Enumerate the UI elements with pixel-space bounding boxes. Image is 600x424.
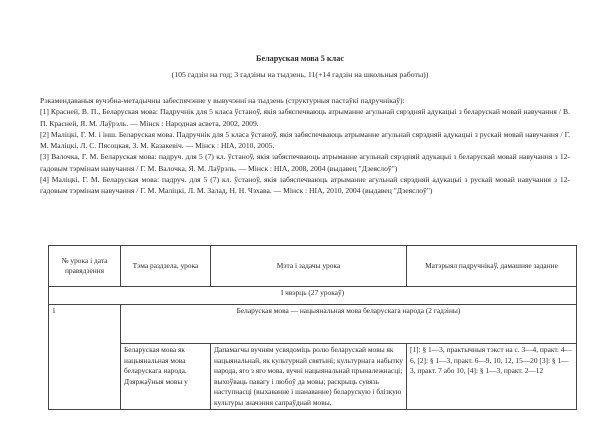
header-topic: Тэма раздзела, урока [121, 246, 211, 287]
document-subtitle: (105 гадзін на год; 3 гадзіны на тыдзень, 11(+14 гадзін на школьныя работы)) [171, 70, 429, 79]
lesson-goals: Дапамагчы вучням усвядоміць ролю беларускай мовы як нацыянальнай, як культурнай святыні; культурнага набытку народа, яго з яго мова, вучні нацыянальнай прыналежнасці; выхоўваць павагу і любоў да мовы; раскрыць сувязь наступнасці (выхаванне і шанаванне) беларускую і блізкую культуры значэння сапраўднай мовы, [211, 344, 407, 410]
lesson-plan-table [48, 245, 577, 410]
reference-item: [4] Маліцкі, Г. М. Беларуская мова: падруч. для 5 (7) кл. ўстаноў, якія забяспечваюць атрыманне агульнай сярэдняй адукацыі з рускай мовай навучання з 12-гадовым тэрмінам навучання / Г. М. Маліцкі, Л. М. Залад, Н. Н. Чэхава. — Мінск : НІА, 2010, 2004 (выдавец "Дзеяслоў") [40, 175, 570, 196]
reference-item: [2] Маліцкі, Г. М. і інш. Беларуская мова. Падручнік для 5 класа ўстаноў, якія забяспечваюць атрыманне агульнай сярэдняй адукацыі з рускай мовай навучання / Г. М. Маліцкі, Л. С. Пясоцкая, З. М. Казакевіч. — Мінск : НІА, 2010, 2005. [40, 129, 570, 151]
section-title: І чвэрць (27 урокаў) [49, 287, 577, 305]
header-goals: Мэта і задачы урока [211, 246, 407, 287]
header-lesson-number: № урока і дата правядзення [49, 246, 121, 287]
section-row [49, 287, 577, 305]
header-materials: Матэрыял падручнікаў, дамашняе заданне [407, 246, 577, 287]
table-row [49, 344, 577, 410]
lesson-materials: [1]: § 1—3, практычныя тэкст на с. 3—4, практ. 4—6, [2]: § 1—3, практ. 6—9, 10, 12, 15—20 [3]: § 1—3, практ. 7 або 10, [4]: § 1—3, практ. 2—12 [407, 344, 577, 410]
lesson-number: 1 [49, 305, 121, 410]
table-row [49, 305, 577, 344]
table-header-row [49, 246, 577, 287]
reference-item: [3] Валочка, Г. М. Беларуская мова: падруч. для 5 (7) кл. ўстаноў, якія забяспечваюць атрыманне агульнай сярэдняй адукацыі з беларускай мовай навучання з 12-гадовым тэрмінам навучання / Г. М. Валочка, Я. М. Лаўрэль. — Мінск : НІА, 2008, 2004 (выдавец "Дзеяслоў") [40, 152, 570, 173]
document-title: Беларуская мова 5 клас [256, 54, 344, 63]
references-intro: Рэкамендаваныя вучэбна-метадычны забеспячэнне у вывучэнні на тыдзень (структурныя пастаўкі падручнікаў): [40, 96, 405, 105]
reference-item: [1] Красней, В. П., Беларуская мова: Падручнік для 5 класа ўстаноў, якія забяспечваюць атрыманне агульнай сярэдняй адукацыі з беларускай мовай навучання / В. П. Красней, Я. М. Лаўрэль. — Мінск : Народная асвета, 2002, 2009. [40, 107, 570, 128]
lesson-title: Беларуская мова як нацыянальная мова беларускага народа. Дзяржаўныя мовы у [121, 344, 211, 410]
topic-heading: Беларуская мова — нацыянальная мова беларускага народа (2 гадзіны) [121, 305, 577, 344]
references-block [40, 95, 570, 197]
